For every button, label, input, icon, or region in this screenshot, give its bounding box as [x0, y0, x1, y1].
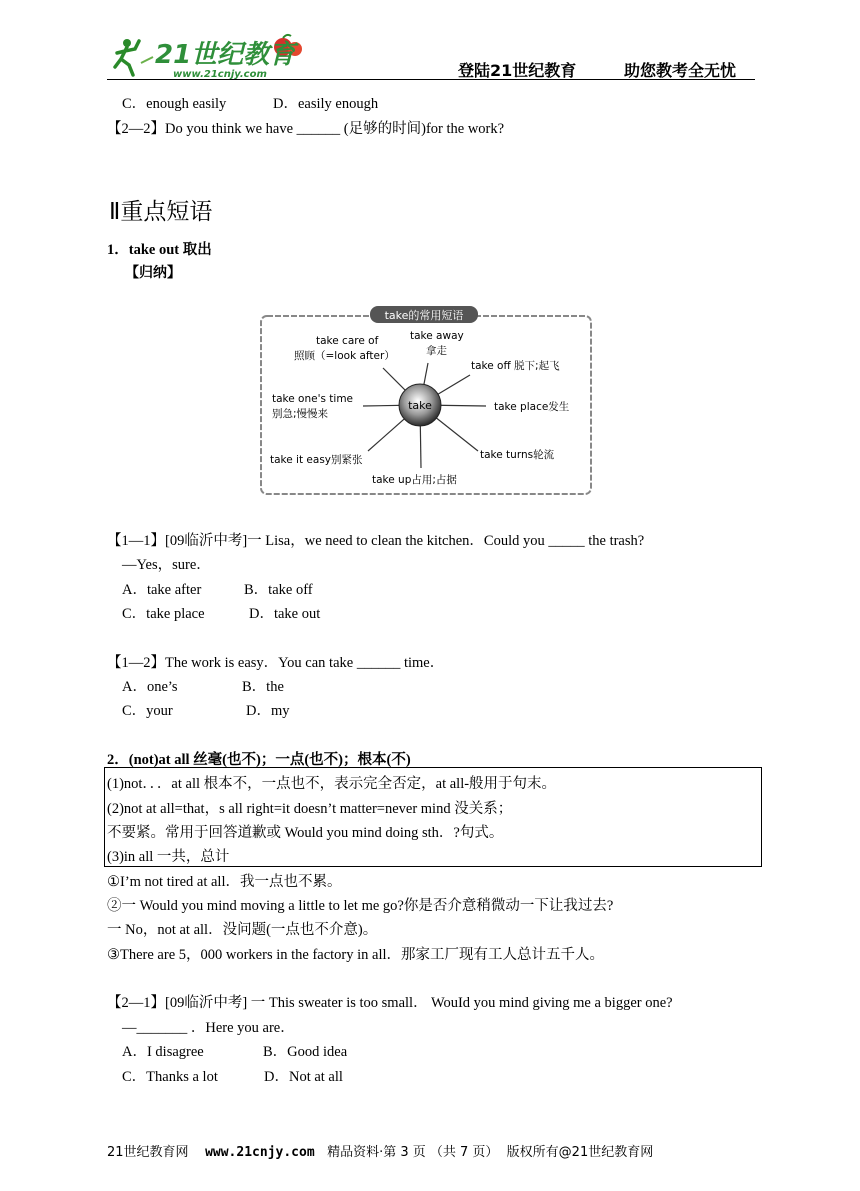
option-1-1-a: A．take after	[122, 582, 202, 598]
option-1-2-b: B．the	[242, 679, 284, 695]
footer-page-info: 精品资料·第 3 页 （共 7 页）	[327, 1145, 499, 1160]
question-2-1-reply: —_______ ．Here you are．	[122, 1020, 295, 1036]
header-divider	[107, 79, 755, 80]
option-2-1-c: C．Thanks a lot	[122, 1069, 218, 1085]
option-1-2-c: C．your	[122, 703, 173, 719]
diagram-item-4b: 别急;慢慢来	[272, 408, 329, 420]
option-d-top: D．easily enough	[273, 96, 379, 112]
example-3: ③There are 5，000 workers in the factory in all．那家工厂现有工人总计五千人。	[107, 947, 605, 963]
footer-url[interactable]: www.21cnjy.com	[205, 1145, 315, 1160]
option-2-1-d: D．Not at all	[264, 1069, 343, 1085]
diagram-item-8: take up占用;占据	[372, 474, 457, 486]
question-2-1: 【2—1】[09临沂中考] 一 This sweater is too small． WouId you mind giving me a bigger one?	[107, 995, 673, 1011]
diagram-item-7: take turns轮流	[480, 449, 555, 461]
diagram-item-4a: take one's time	[272, 393, 354, 405]
option-1-1-d: D．take out	[249, 606, 321, 622]
diagram-item-5: take place发生	[494, 401, 570, 413]
footer	[107, 1141, 653, 1160]
section-title: Ⅱ重点短语	[109, 199, 213, 225]
example-1: ①I’m not tired at all．我一点也不累。	[107, 874, 342, 890]
header-slogan-left: 登陆21世纪教育	[458, 61, 577, 80]
logo-url: www.21cnjy.com	[173, 69, 267, 80]
diagram-title: take的常用短语	[384, 309, 464, 322]
diagram-item-2a: take away	[410, 330, 464, 342]
question-2-2: 【2—2】Do you think we have ______ (足够的时间)for the work?	[107, 121, 505, 137]
question-1-1: 【1—1】[09临沂中考]一 Lisa，we need to clean the kitchen．Could you _____ the trash?	[107, 533, 645, 549]
footer-site: 21世纪教育网	[107, 1145, 189, 1160]
question-1-2: 【1—2】The work is easy．You can take ______ time．	[107, 655, 445, 671]
option-c-top: C．enough easily	[122, 96, 227, 112]
phrase2-heading: 2．(not)at all 丝毫(也不)；一点(也不)；根本(不)	[107, 752, 411, 768]
phrase1-heading: 1．take out 取出	[107, 242, 212, 258]
diagram-item-3: take off 脱下;起飞	[471, 360, 560, 372]
diagram-item-1a: take care of	[316, 335, 379, 347]
option-1-2-a: A．one’s	[122, 679, 178, 695]
take-phrases-diagram	[258, 303, 604, 501]
diagram-center: take	[408, 399, 432, 412]
phrase1-summary: 【归纳】	[125, 265, 181, 281]
diagram-item-6: take it easy别紧张	[270, 454, 363, 466]
header-slogan-right: 助您教考全无忧	[624, 61, 737, 80]
example-2-reply: 一 No，not at all．没问题(一点也不介意)。	[107, 922, 378, 938]
option-1-1-b: B．take off	[244, 582, 313, 598]
diagram-item-2b: 拿走	[426, 345, 447, 357]
question-1-1-reply: —Yes，sure．	[122, 557, 211, 573]
option-1-1-c: C．take place	[122, 606, 205, 622]
box-line-1: (1)not．．．at all 根本不，一点也不，表示完全否定，at all-般用于句末。	[107, 776, 557, 792]
example-2: ②一 Would you mind moving a little to let me go?你是否介意稍微动一下让我过去?	[107, 898, 614, 914]
diagram-item-1b: 照顾（=look after）	[294, 350, 395, 362]
option-2-1-a: A．I disagree	[122, 1044, 204, 1060]
box-line-3: 不要紧。常用于回答道歉或 Would you mind doing sth．?句式。	[107, 825, 504, 841]
logo-text: 21世纪教育	[155, 40, 296, 70]
option-1-2-d: D．my	[246, 703, 290, 719]
box-line-2: (2)not at all=that，s all right=it doesn’t matter=never mind 没关系；	[107, 801, 513, 817]
site-logo[interactable]	[113, 33, 308, 81]
option-2-1-b: B．Good idea	[263, 1044, 348, 1060]
footer-copyright: 版权所有@21世纪教育网	[506, 1145, 654, 1160]
box-line-4: (3)in all 一共，总计	[107, 849, 230, 865]
logo-graphic	[113, 33, 308, 81]
